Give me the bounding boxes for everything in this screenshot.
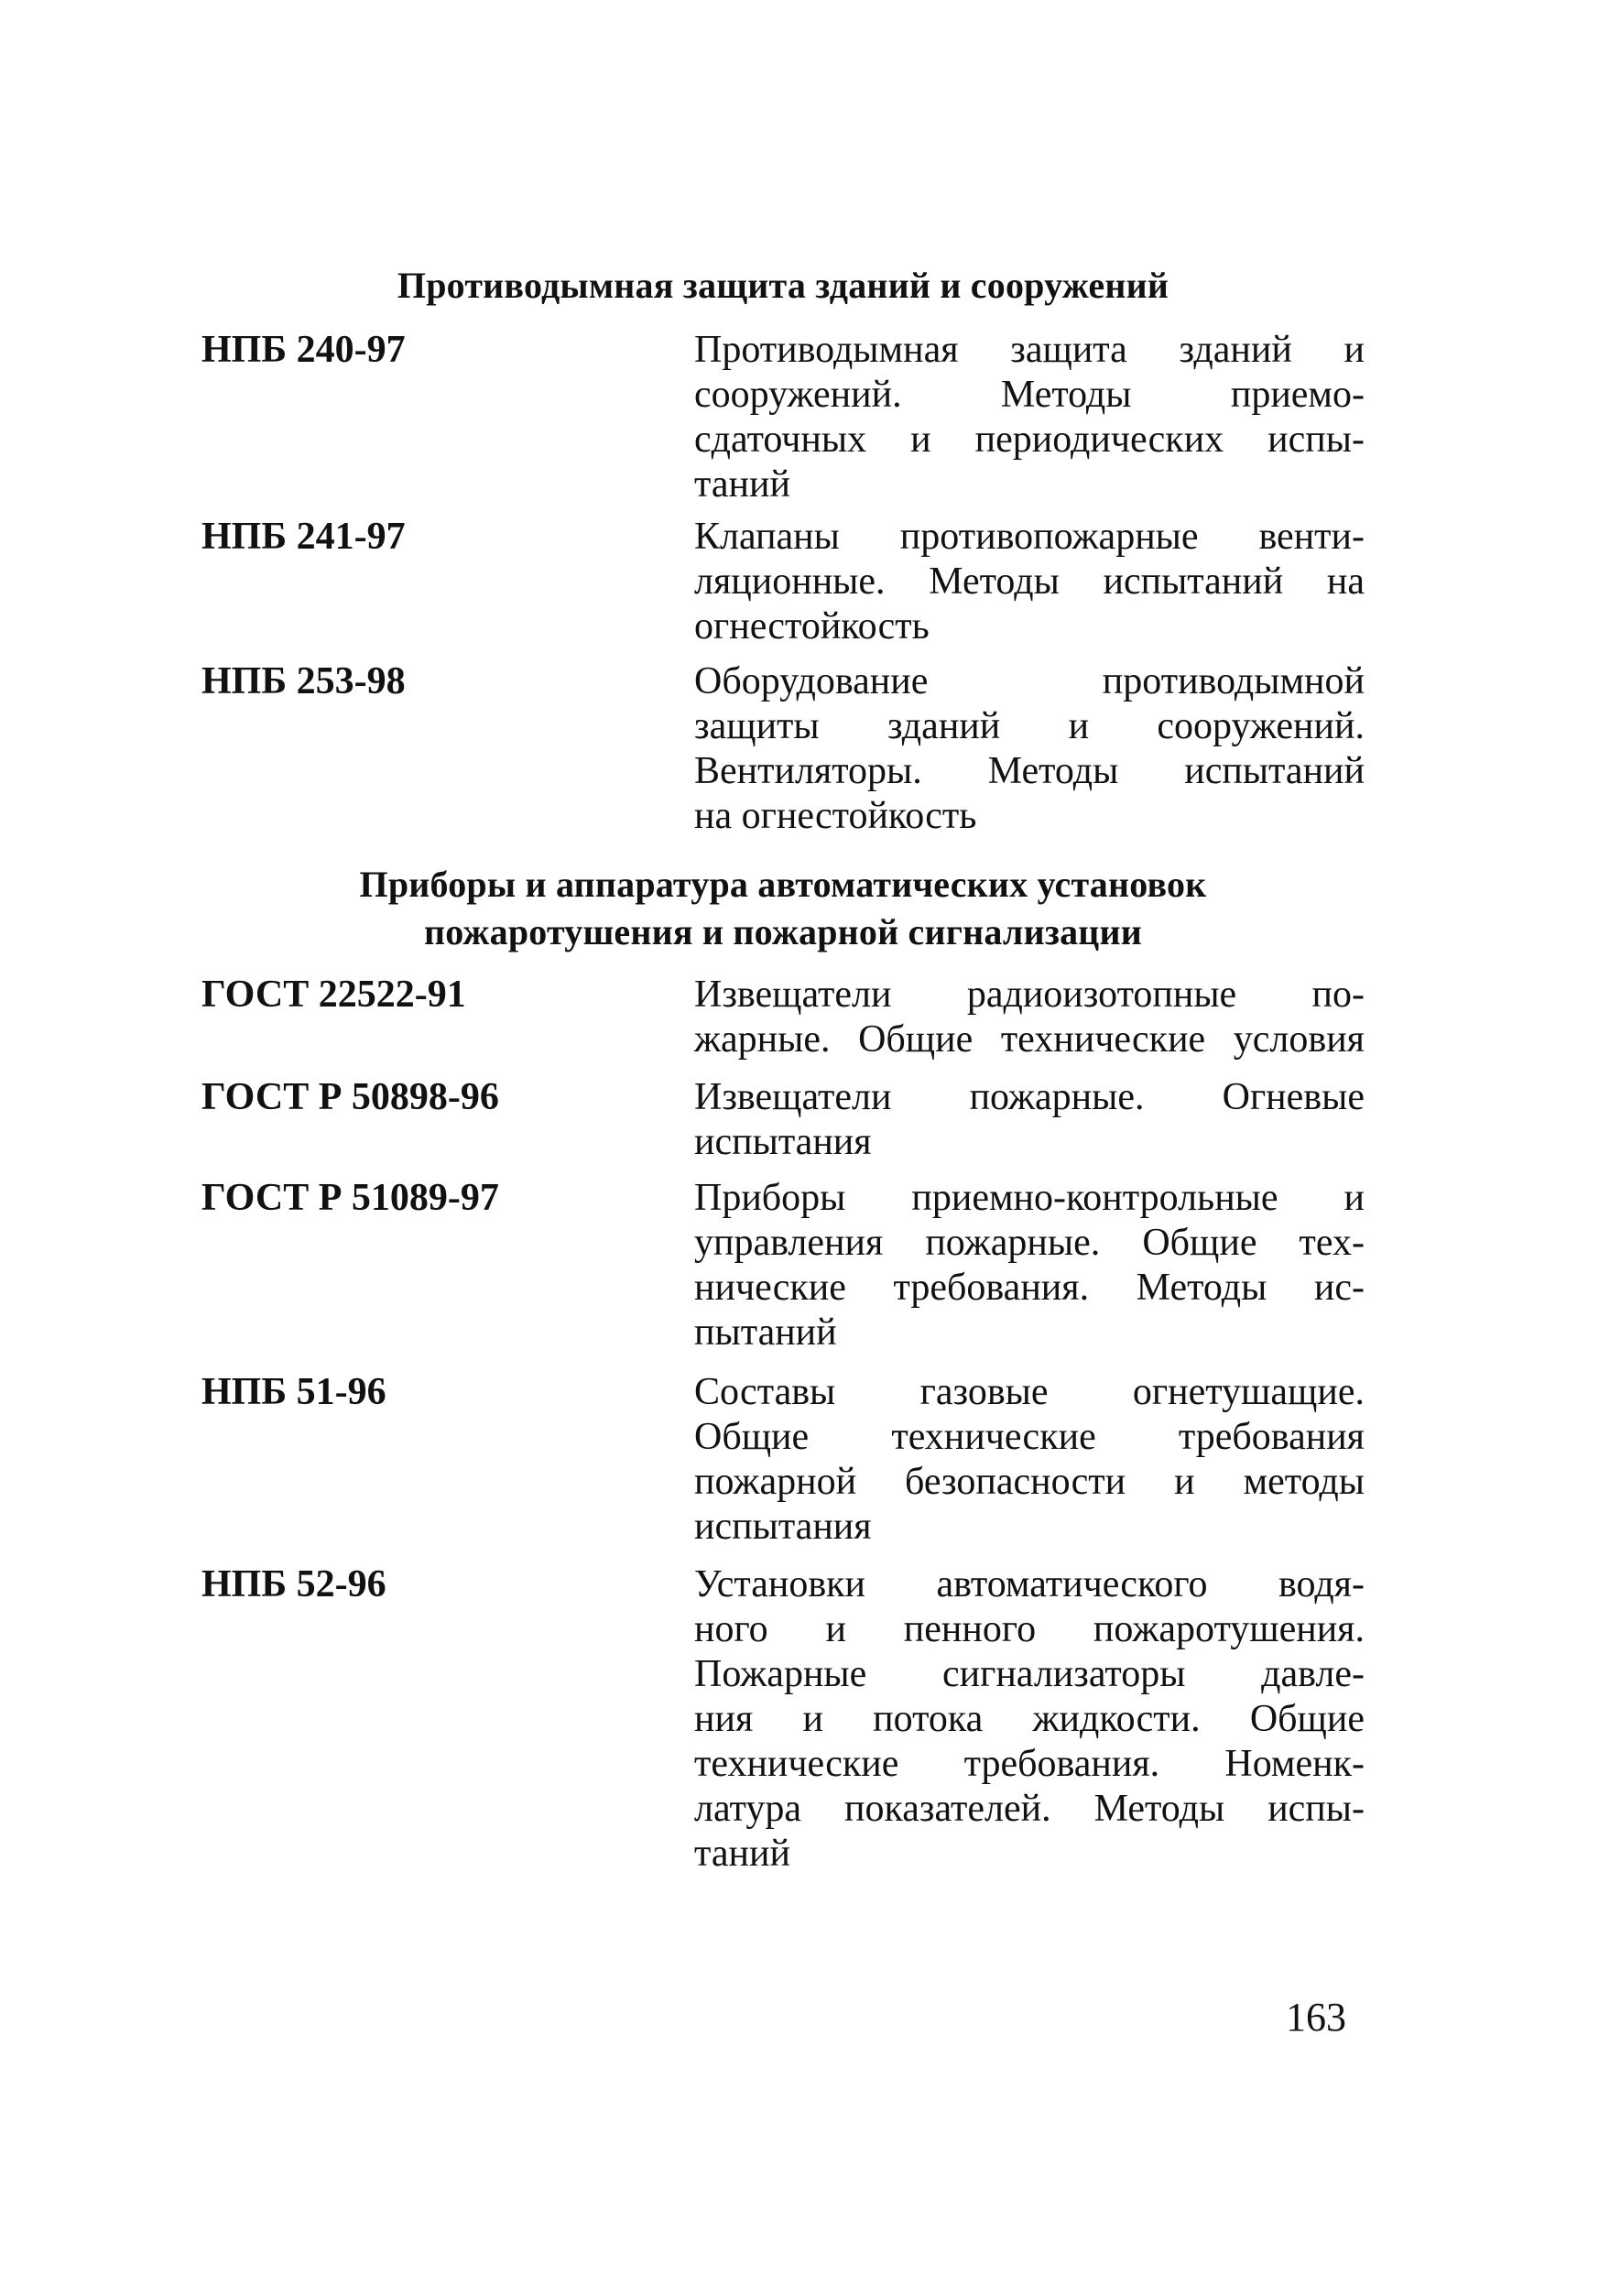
description-line: защиты зданий и сооружений. (694, 705, 1365, 747)
standard-description (694, 328, 1365, 507)
standard-description (694, 1075, 1365, 1165)
standard-description (694, 515, 1365, 649)
description-line: технические требования. Номенк- (694, 1743, 1365, 1785)
description-line: Извещатели пожарные. Огневые (694, 1076, 1365, 1118)
description-line: таний (694, 1833, 790, 1875)
section-heading (201, 262, 1365, 310)
description-line: Клапаны противопожарные венти- (694, 516, 1365, 558)
description-line: Противодымная защита зданий и (694, 329, 1365, 371)
description-line: Установки автоматического водя- (694, 1563, 1365, 1605)
standard-code: ГОСТ Р 51089-97 (201, 1177, 499, 1219)
description-line: Извещатели радиоизотопные по- (694, 974, 1365, 1016)
description-line: таний (694, 463, 790, 506)
section-heading-line: Приборы и аппаратура автоматических установок (359, 864, 1207, 905)
description-line: Пожарные сигнализаторы давле- (694, 1653, 1365, 1695)
standard-code: ГОСТ Р 50898-96 (201, 1076, 499, 1118)
standard-code: НПБ 52-96 (201, 1563, 386, 1605)
section-heading-line: Противодымная защита зданий и сооружений (397, 265, 1169, 306)
description-line: нические требования. Методы ис- (694, 1267, 1365, 1309)
description-line: сдаточных и периодических испы- (694, 419, 1365, 461)
description-line: управления пожарные. Общие тех- (694, 1222, 1365, 1264)
description-line: латура показателей. Методы испы- (694, 1788, 1365, 1830)
description-line: огнестойкость (694, 605, 930, 647)
standard-code: НПБ 240-97 (201, 329, 406, 371)
standard-code: НПБ 253-98 (201, 660, 406, 702)
page-number: 163 (1286, 1995, 1346, 2040)
description-line: Оборудование противодымной (694, 660, 1365, 702)
description-line: жарные. Общие технические условия (694, 1018, 1365, 1061)
standard-description (694, 659, 1365, 839)
description-line: ния и потока жидкости. Общие (694, 1698, 1365, 1740)
description-line: Общие технические требования (694, 1416, 1365, 1458)
section-heading-line: пожаротушения и пожарной сигнализации (423, 911, 1143, 952)
description-line: Приборы приемно-контрольные и (694, 1177, 1365, 1219)
description-line: на огнестойкость (694, 795, 977, 837)
description-line: ного и пенного пожаротушения. (694, 1608, 1365, 1650)
standard-description (694, 1370, 1365, 1550)
description-line: пытаний (694, 1311, 837, 1354)
description-line: Составы газовые огнетушащие. (694, 1371, 1365, 1413)
description-line: испытания (694, 1506, 872, 1548)
description-line: ляционные. Методы испытаний на (694, 560, 1365, 603)
standard-description (694, 1562, 1365, 1877)
standard-description (694, 973, 1365, 1062)
description-line: Вентиляторы. Методы испытаний (694, 750, 1365, 792)
standard-description (694, 1176, 1365, 1355)
standard-code: НПБ 51-96 (201, 1371, 386, 1413)
section-heading (201, 861, 1365, 956)
description-line: испытания (694, 1121, 872, 1163)
standard-code: ГОСТ 22522-91 (201, 974, 466, 1016)
standard-code: НПБ 241-97 (201, 516, 406, 558)
description-line: сооружений. Методы приемо- (694, 374, 1365, 416)
description-line: пожарной безопасности и методы (694, 1461, 1365, 1503)
